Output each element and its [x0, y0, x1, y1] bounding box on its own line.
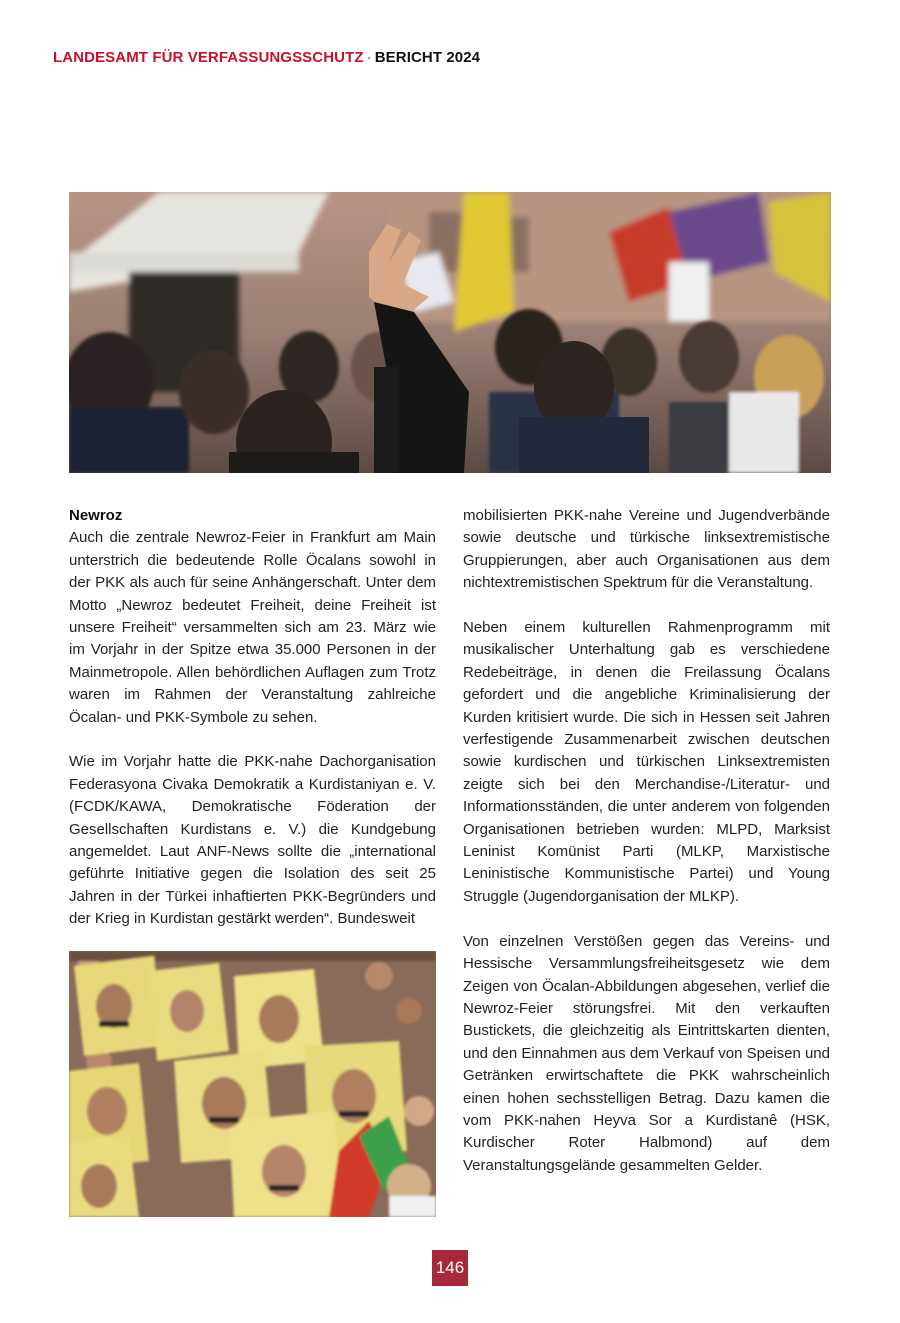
posters-photo-illustration: [69, 951, 436, 1217]
section-heading-newroz: Newroz: [69, 507, 123, 524]
left-paragraph-2: Wie im Vorjahr hatte die PKK-nahe Dachorganisation Federasyona Civaka Demokratik a Kurdistaniyan e. V. (FCDK/KAWA, Demokratische Föderation der Gesellschaften Kurdistans e. V.) die Kundgebung angemeldet. Laut ANF-News sollte die „international geführte Initiative gegen die Isolation des seit 25 Jahren in der Türkei inhaftierten PKK-Begründers und der Krieg in Kurdistan gestärkt werden“. Bundesweit: [69, 753, 436, 928]
right-paragraph-1: mobilisierten PKK-nahe Vereine und Jugendverbände sowie deutsche und türkische linksextremistische Gruppierungen, aber auch Organisationen aus dem nichtextremistischen Spektrum für die Veranstaltung.: [463, 507, 830, 592]
crowd-photo-illustration: [69, 192, 831, 473]
left-paragraph-1: Auch die zentrale Newroz-Feier in Frankfurt am Main unterstrich die bedeutende Rolle Öcalans sowohl in der PKK als auch für seine Anhängerschaft. Unter dem Motto „Newroz bedeutet Freiheit, deine Freiheit ist unsere Freiheit“ versammelten sich am 23. März wie im Vorjahr in der Spitze etwa 35.000 Personen in der Mainmetropole. Allen behördlichen Auflagen zum Trotz waren im Rahmen der Veranstaltung zahlreiche Öcalan- und PKK-Symbole zu sehen.: [69, 529, 436, 726]
header-organization: LANDESAMT FÜR VERFASSUNGSSCHUTZ: [53, 49, 364, 66]
right-paragraph-2: Neben einem kulturellen Rahmenprogramm mit musikalischer Unterhaltung gab es verschiedene Redebeiträge, in denen die Freilassung Öcalans gefordert und die angebliche Kriminalisierung der Kurden kritisiert wurde. Die sich in Hessen seit Jahren verfestigende Zusammenarbeit zwischen deutschen sowie kurdischen und türkischen Linksextremisten zeigte sich bei den Merchandise-/Literatur- und Informationsständen, die unter anderem von folgenden Organisationen betrieben wurden: MLPD, Marksist Leninist Komünist Parti (MLKP, Marxistische Leninistische Kommunistische Partei) und Young Struggle (Jugendorganisation der MLKP).: [463, 619, 830, 905]
header-report-title: BERICHT 2024: [374, 49, 481, 66]
portrait-posters-photo: [69, 951, 436, 1217]
right-paragraph-3: Von einzelnen Verstößen gegen das Vereins- und Hessische Versammlungsfreiheitsgesetz wie dem Zeigen von Öcalan-Abbildungen abgesehen, verlief die Newroz-Feier störungsfrei. Mit den verkauften Bustickets, die gleichzeitig als Eintrittskarten dienten, und den Einnahmen aus dem Verkauf von Speisen und Getränken erwirtschaftete die PKK wahrscheinlich einen hohen sechsstelligen Betrag. Dazu kamen die vom PKK-nahen Heyva Sor a Kurdistanê (HSK, Kurdischer Roter Halbmond) auf dem Veranstaltungsgelände gesammelten Gelder.: [463, 932, 830, 1174]
left-text-column: [69, 505, 436, 953]
running-header: [53, 49, 480, 66]
right-text-column: [463, 505, 830, 1200]
page-number-badge: 146: [432, 1250, 468, 1286]
header-separator: ·: [366, 49, 372, 66]
newroz-crowd-photo: [69, 192, 831, 473]
